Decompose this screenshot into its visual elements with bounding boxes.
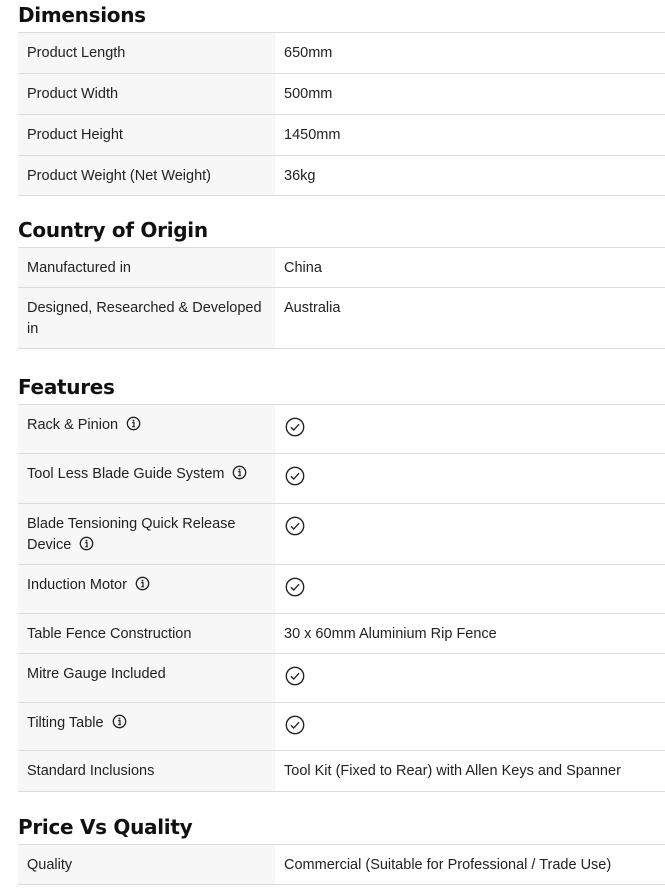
row-label xyxy=(18,454,275,503)
table-row xyxy=(18,33,665,74)
spec-table xyxy=(18,845,665,885)
row-value: 36kg xyxy=(284,168,316,184)
info-circle-icon[interactable] xyxy=(232,465,247,480)
table-row xyxy=(18,654,665,703)
section-dimensions xyxy=(18,0,665,196)
table-row xyxy=(18,288,665,349)
table-row xyxy=(18,454,665,504)
table-row xyxy=(18,504,665,565)
table-row xyxy=(18,565,665,614)
spec-table xyxy=(18,405,665,792)
row-label: Mitre Gauge Included xyxy=(18,654,275,702)
table-row xyxy=(18,156,665,196)
check-circle-icon xyxy=(284,515,306,537)
info-circle-icon[interactable] xyxy=(135,576,150,591)
table-row xyxy=(18,614,665,654)
row-value xyxy=(275,703,665,750)
row-label-text: Induction Motor xyxy=(27,577,127,593)
row-label-text: Tilting Table xyxy=(27,715,104,731)
row-label xyxy=(18,703,275,750)
info-circle-icon[interactable] xyxy=(79,536,94,551)
row-value: 1450mm xyxy=(284,127,341,143)
check-circle-icon xyxy=(284,416,306,438)
row-label xyxy=(18,504,275,564)
row-value xyxy=(275,504,665,564)
row-label: Standard Inclusions xyxy=(18,751,275,791)
row-label: Product Width xyxy=(18,74,275,114)
table-row xyxy=(18,115,665,156)
row-value xyxy=(275,654,665,702)
row-label: Manufactured in xyxy=(18,248,275,287)
check-circle-icon xyxy=(284,665,306,687)
check-circle-icon xyxy=(284,576,306,598)
row-label xyxy=(18,405,275,453)
row-value: 500mm xyxy=(284,86,333,102)
section-title: Dimensions xyxy=(18,0,665,33)
row-label-text: Rack & Pinion xyxy=(27,417,119,433)
row-value: Commercial (Suitable for Professional / Trade Use) xyxy=(284,857,612,873)
section-price-vs-quality xyxy=(18,812,665,885)
row-label: Designed, Researched & Developed in xyxy=(18,288,275,348)
section-title: Country of Origin xyxy=(18,215,665,248)
row-value: 30 x 60mm Aluminium Rip Fence xyxy=(284,626,497,642)
row-value: 650mm xyxy=(284,45,333,61)
table-row xyxy=(18,405,665,454)
info-circle-icon[interactable] xyxy=(112,714,127,729)
row-label: Product Height xyxy=(18,115,275,155)
row-label: Product Length xyxy=(18,33,275,73)
check-circle-icon xyxy=(284,714,306,736)
row-value: Tool Kit (Fixed to Rear) with Allen Keys and Spanner xyxy=(284,763,621,779)
row-value: Australia xyxy=(284,300,341,316)
section-features xyxy=(18,372,665,792)
section-title: Features xyxy=(18,372,665,405)
row-value xyxy=(275,405,665,453)
row-value: China xyxy=(284,260,322,276)
row-label: Product Weight (Net Weight) xyxy=(18,156,275,195)
table-row xyxy=(18,751,665,792)
spec-table xyxy=(18,33,665,196)
table-row xyxy=(18,845,665,885)
row-label: Table Fence Construction xyxy=(18,614,275,653)
section-country-of-origin xyxy=(18,215,665,349)
row-label-text: Tool Less Blade Guide System xyxy=(27,466,225,482)
spec-table xyxy=(18,248,665,349)
row-label-text: Blade Tensioning Quick Release Device xyxy=(27,516,236,553)
table-row xyxy=(18,703,665,751)
info-circle-icon[interactable] xyxy=(126,416,141,431)
row-label xyxy=(18,565,275,613)
row-value xyxy=(275,565,665,613)
check-circle-icon xyxy=(284,465,306,487)
section-title: Price Vs Quality xyxy=(18,812,665,845)
table-row xyxy=(18,248,665,288)
row-value xyxy=(275,454,665,503)
row-label: Quality xyxy=(18,845,275,884)
table-row xyxy=(18,74,665,115)
